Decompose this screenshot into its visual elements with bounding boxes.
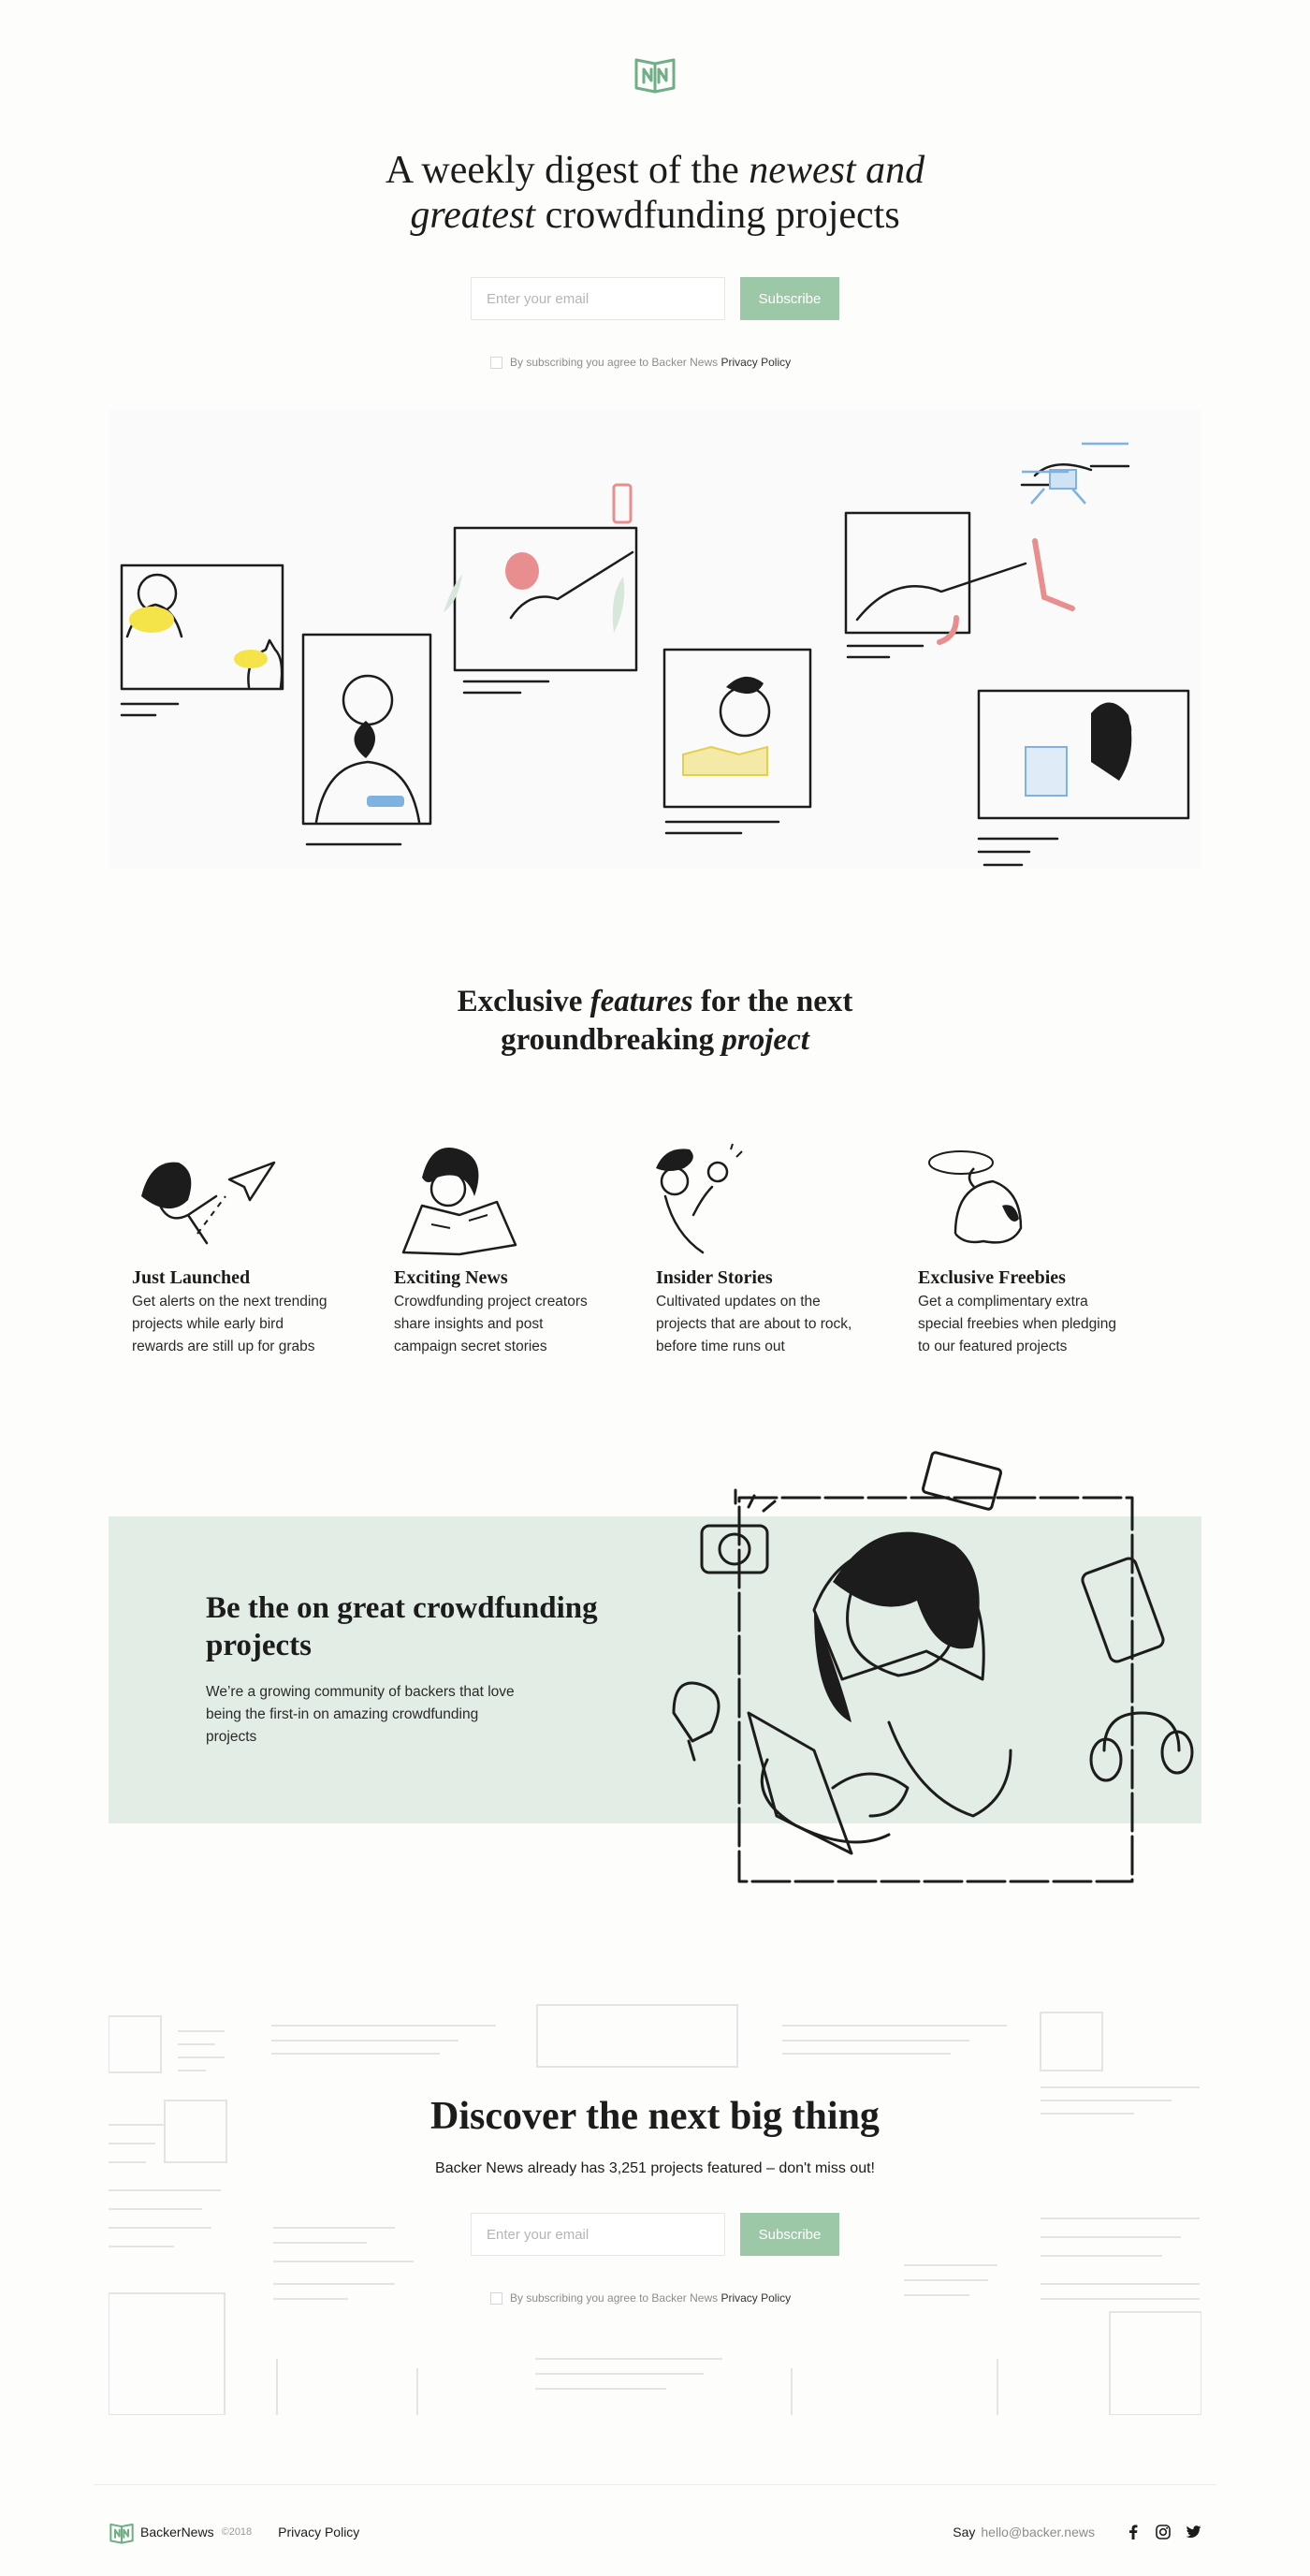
hero-title-part: A weekly digest of the — [385, 149, 750, 192]
feature-insider-stories — [656, 1140, 862, 1358]
footer-logo-icon — [109, 2520, 135, 2544]
backer-news-logo[interactable] — [633, 52, 677, 94]
features-title — [281, 983, 1029, 1060]
consent-text — [510, 2291, 791, 2305]
instagram-icon[interactable] — [1155, 2524, 1172, 2540]
footer-email-link[interactable]: hello@backer.news — [981, 2525, 1095, 2539]
subscribe-button[interactable]: Subscribe — [740, 277, 839, 320]
discover-subscribe-button[interactable]: Subscribe — [740, 2213, 839, 2256]
community-text: We’re a growing community of backers that love being the first-in on amazing crowdfunding projects — [206, 1684, 515, 1745]
feature-title: Exclusive Freebies — [918, 1267, 1066, 1288]
footer-divider — [94, 2484, 1216, 2485]
feature-description: Crowdfunding project creators share insights and post campaign secret stories — [394, 1294, 588, 1354]
feature-description: Cultivated updates on the projects that are about to rock, before time runs out — [656, 1294, 852, 1354]
features-title-emphasis: features — [590, 985, 693, 1018]
feature-exclusive-freebies — [918, 1140, 1124, 1358]
discover-background-pattern — [109, 2003, 1201, 2415]
footer-social — [1125, 2524, 1201, 2540]
twitter-icon[interactable] — [1185, 2524, 1201, 2540]
consent-label: By subscribing you agree to Backer News — [510, 2291, 721, 2305]
consent-checkbox[interactable] — [490, 357, 502, 369]
paper-plane-illustration — [132, 1140, 300, 1262]
features-title-emphasis: project — [721, 1023, 809, 1057]
privacy-policy-link[interactable]: Privacy Policy — [720, 356, 792, 369]
discover-consent-checkbox[interactable] — [490, 2292, 502, 2305]
email-input[interactable] — [471, 277, 725, 320]
consent-text — [510, 356, 791, 369]
features-title-part: Exclusive — [457, 985, 590, 1018]
discover-subscribe-form — [471, 2213, 839, 2256]
gadgets-illustration — [646, 1451, 1207, 1891]
footer-privacy-link[interactable]: Privacy Policy — [278, 2525, 360, 2539]
discover-email-input[interactable] — [471, 2213, 725, 2256]
newspaper-reader-illustration — [394, 1140, 562, 1262]
features-title-part: groundbreaking — [501, 1023, 722, 1057]
footer-say-label: Say — [953, 2525, 976, 2539]
consent-label: By subscribing you agree to Backer News — [510, 356, 721, 369]
hero-illustration — [109, 410, 1201, 869]
footer-contact — [953, 2524, 1201, 2540]
feature-description: Get a complimentary extra special freebies when pledging to our featured projects — [918, 1294, 1116, 1354]
hero-title-part: crowdfunding projects — [535, 194, 900, 237]
hero-title-emphasis: greatest — [410, 194, 536, 237]
discover-privacy-consent — [490, 2291, 791, 2305]
halo-dog-illustration — [918, 1140, 1086, 1262]
community-title: Be the on great crowdfunding projects — [206, 1591, 598, 1662]
footer-brand-name: BackerNews — [140, 2525, 214, 2539]
facebook-icon[interactable] — [1125, 2524, 1142, 2540]
subscribe-form — [471, 277, 839, 320]
privacy-policy-link[interactable]: Privacy Policy — [720, 2291, 792, 2305]
footer — [109, 2518, 1201, 2546]
magnifier-illustration — [656, 1140, 824, 1262]
feature-exciting-news — [394, 1140, 600, 1358]
feature-title: Just Launched — [132, 1267, 251, 1288]
hero-title — [281, 148, 1029, 238]
hero-title-emphasis: newest and — [749, 149, 925, 192]
discover-subtitle: Backer News already has 3,251 projects featured – don't miss out! — [435, 2160, 875, 2176]
feature-title: Insider Stories — [656, 1267, 773, 1288]
discover-title: Discover the next big thing — [430, 2095, 880, 2138]
privacy-consent — [490, 356, 791, 369]
features-title-part: for the next — [692, 985, 853, 1018]
feature-description: Get alerts on the next trending projects while early bird rewards are still up for grabs — [132, 1294, 328, 1354]
footer-brand[interactable] — [109, 2520, 252, 2544]
footer-year: ©2018 — [221, 2526, 253, 2538]
feature-just-launched — [132, 1140, 338, 1358]
feature-title: Exciting News — [394, 1267, 508, 1288]
